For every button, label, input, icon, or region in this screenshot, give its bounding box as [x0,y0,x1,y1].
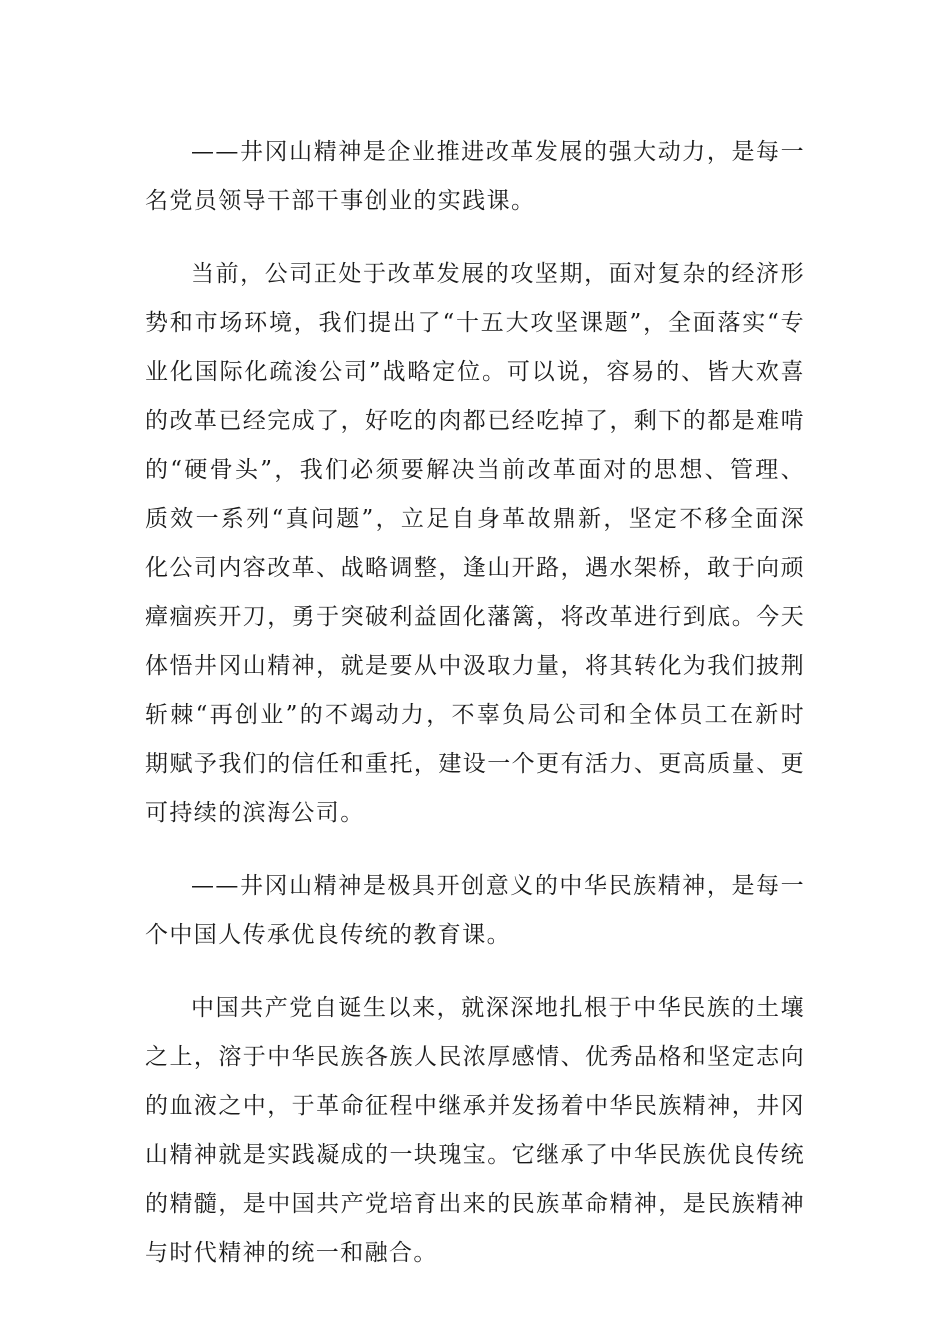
paragraph-1: 当前，公司正处于改革发展的攻坚期，面对复杂的经济形势和市场环境，我们提出了“十五大攻坚课题”，全面落实“专业化国际化疏浚公司”战略定位。可以说，容易的、皆大欢喜的改革已经完成了，好吃的肉都已经吃掉了，剩下的都是难啃的“硬骨头”，我们必须要解决当前改革面对的思想、管理、质效一系列“真问题”，立足自身革故鼎新，坚定不移全面深化公司内容改革、战略调整，逢山开路，遇水架桥，敢于向顽瘴痼疾开刀，勇于突破利益固化藩篱，将改革进行到底。今天体悟井冈山精神，就是要从中汲取力量，将其转化为我们披荆斩棘“再创业”的不竭动力，不辜负局公司和全体员工在新时期赋予我们的信任和重托，建设一个更有活力、更高质量、更可持续的滨海公司。 [145,261,805,826]
document-body [145,128,805,1302]
section-heading-1: ——井冈山精神是企业推进改革发展的强大动力，是每一名党员领导干部干事创业的实践课。 [145,139,805,214]
section-heading-2: ——井冈山精神是极具开创意义的中华民族精神，是每一个中国人传承优良传统的教育课。 [145,873,805,948]
paragraph-2: 中国共产党自诞生以来，就深深地扎根于中华民族的土壤之上，溶于中华民族各族人民浓厚感情、优秀品格和坚定志向的血液之中，于革命征程中继承并发扬着中华民族精神，井冈山精神就是实践凝成的一块瑰宝。它继承了中华民族优良传统的精髓，是中国共产党培育出来的民族革命精神，是民族精神与时代精神的统一和融合。 [145,995,805,1266]
